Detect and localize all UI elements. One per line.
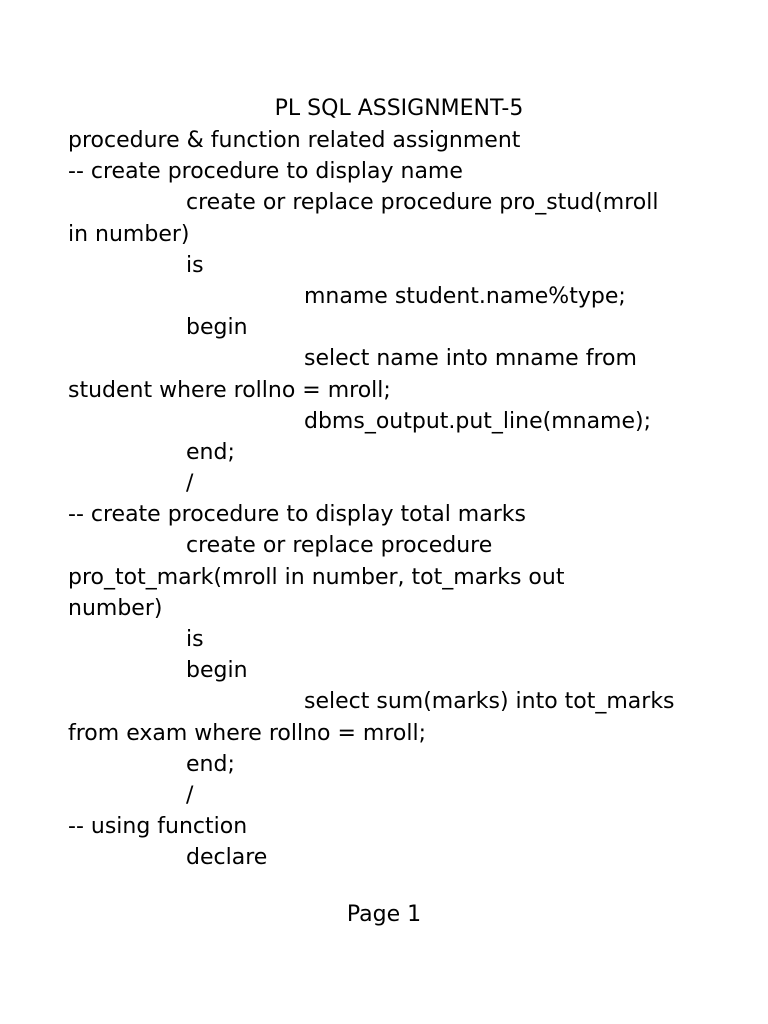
- body-line: procedure & function related assignment: [68, 128, 521, 153]
- body-line: is: [186, 252, 204, 278]
- body-line: /: [186, 471, 194, 497]
- body-line: end;: [186, 439, 235, 465]
- body-line: -- create procedure to display total marks: [68, 502, 526, 528]
- body-line: student where rollno = mroll;: [68, 377, 391, 403]
- body-line: number): [68, 595, 163, 621]
- body-line: begin: [186, 658, 248, 684]
- body-line: end;: [186, 751, 235, 777]
- document-body: [68, 125, 708, 874]
- body-line: mname student.name%type;: [304, 283, 626, 309]
- body-line: pro_tot_mark(mroll in number, tot_marks out: [68, 564, 565, 590]
- body-line: create or replace procedure pro_stud(mroll: [186, 190, 659, 216]
- page-number: Page 1: [346, 902, 422, 927]
- body-line: in number): [68, 221, 190, 247]
- body-line: from exam where rollno = mroll;: [68, 720, 426, 746]
- body-line: declare: [186, 845, 268, 871]
- body-line: is: [186, 627, 204, 652]
- body-line: -- using function: [68, 814, 248, 840]
- body-line: begin: [186, 315, 248, 341]
- body-line: dbms_output.put_line(mname);: [304, 408, 652, 434]
- body-line: /: [186, 782, 194, 808]
- body-line: create or replace procedure: [186, 533, 493, 559]
- body-line: select sum(marks) into tot_marks: [304, 689, 675, 715]
- body-line: -- create procedure to display name: [68, 159, 463, 185]
- body-line: select name into mname from: [304, 346, 637, 372]
- document-title: PL SQL ASSIGNMENT-5: [274, 96, 524, 121]
